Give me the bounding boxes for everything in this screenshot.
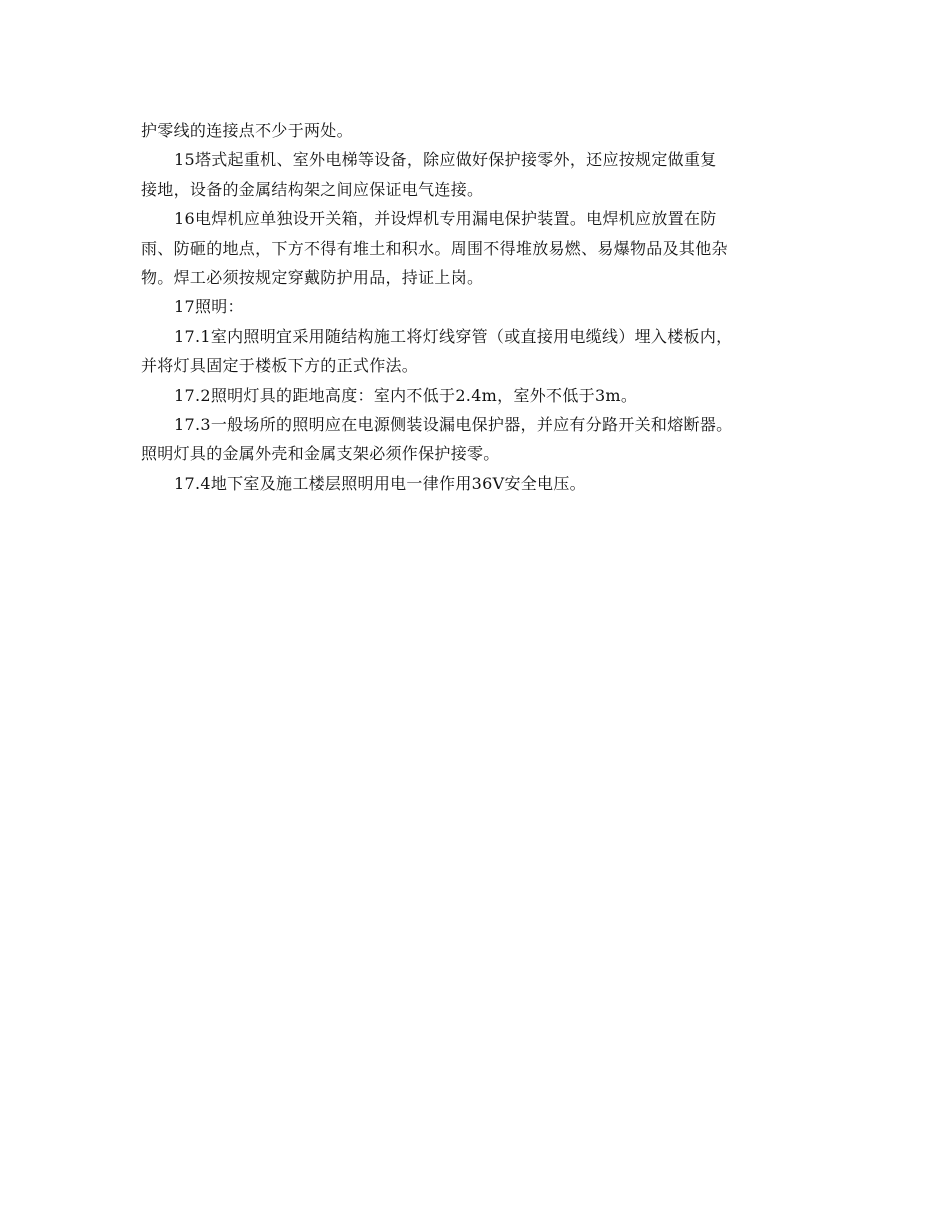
paragraph-line: 17.3一般场所的照明应在电源侧装设漏电保护器，并应有分路开关和熔断器。 bbox=[174, 414, 733, 434]
section-heading: 17照明： bbox=[174, 297, 244, 317]
paragraph-line: 17.4地下室及施工楼层照明用电一律作用36V安全电压。 bbox=[174, 473, 586, 493]
paragraph-line: 照明灯具的金属外壳和金属支架必须作保护接零。 bbox=[141, 444, 500, 464]
paragraph-line: 物。焊工必须按规定穿戴防护用品，持证上岗。 bbox=[141, 267, 484, 287]
paragraph-line: 雨、防砸的地点，下方不得有堆土和积水。周围不得堆放易燃、易爆物品及其他杂 bbox=[141, 238, 728, 258]
paragraph-line: 17.1室内照明宜采用随结构施工将灯线穿管（或直接用电缆线）埋入楼板内， bbox=[174, 326, 733, 346]
paragraph-line: 15塔式起重机、室外电梯等设备，除应做好保护接零外，还应按规定做重复 bbox=[174, 150, 717, 170]
paragraph-line: 17.2照明灯具的距地高度：室内不低于2.4m，室外不低于3m。 bbox=[174, 385, 638, 405]
document-body bbox=[141, 116, 831, 498]
paragraph-line: 16电焊机应单独设开关箱，并设焊机专用漏电保护装置。电焊机应放置在防 bbox=[174, 209, 717, 229]
paragraph-line: 接地，设备的金属结构架之间应保证电气连接。 bbox=[141, 179, 484, 199]
paragraph-line: 并将灯具固定于楼板下方的正式作法。 bbox=[141, 356, 419, 376]
paragraph-line: 护零线的连接点不少于两处。 bbox=[141, 121, 353, 140]
